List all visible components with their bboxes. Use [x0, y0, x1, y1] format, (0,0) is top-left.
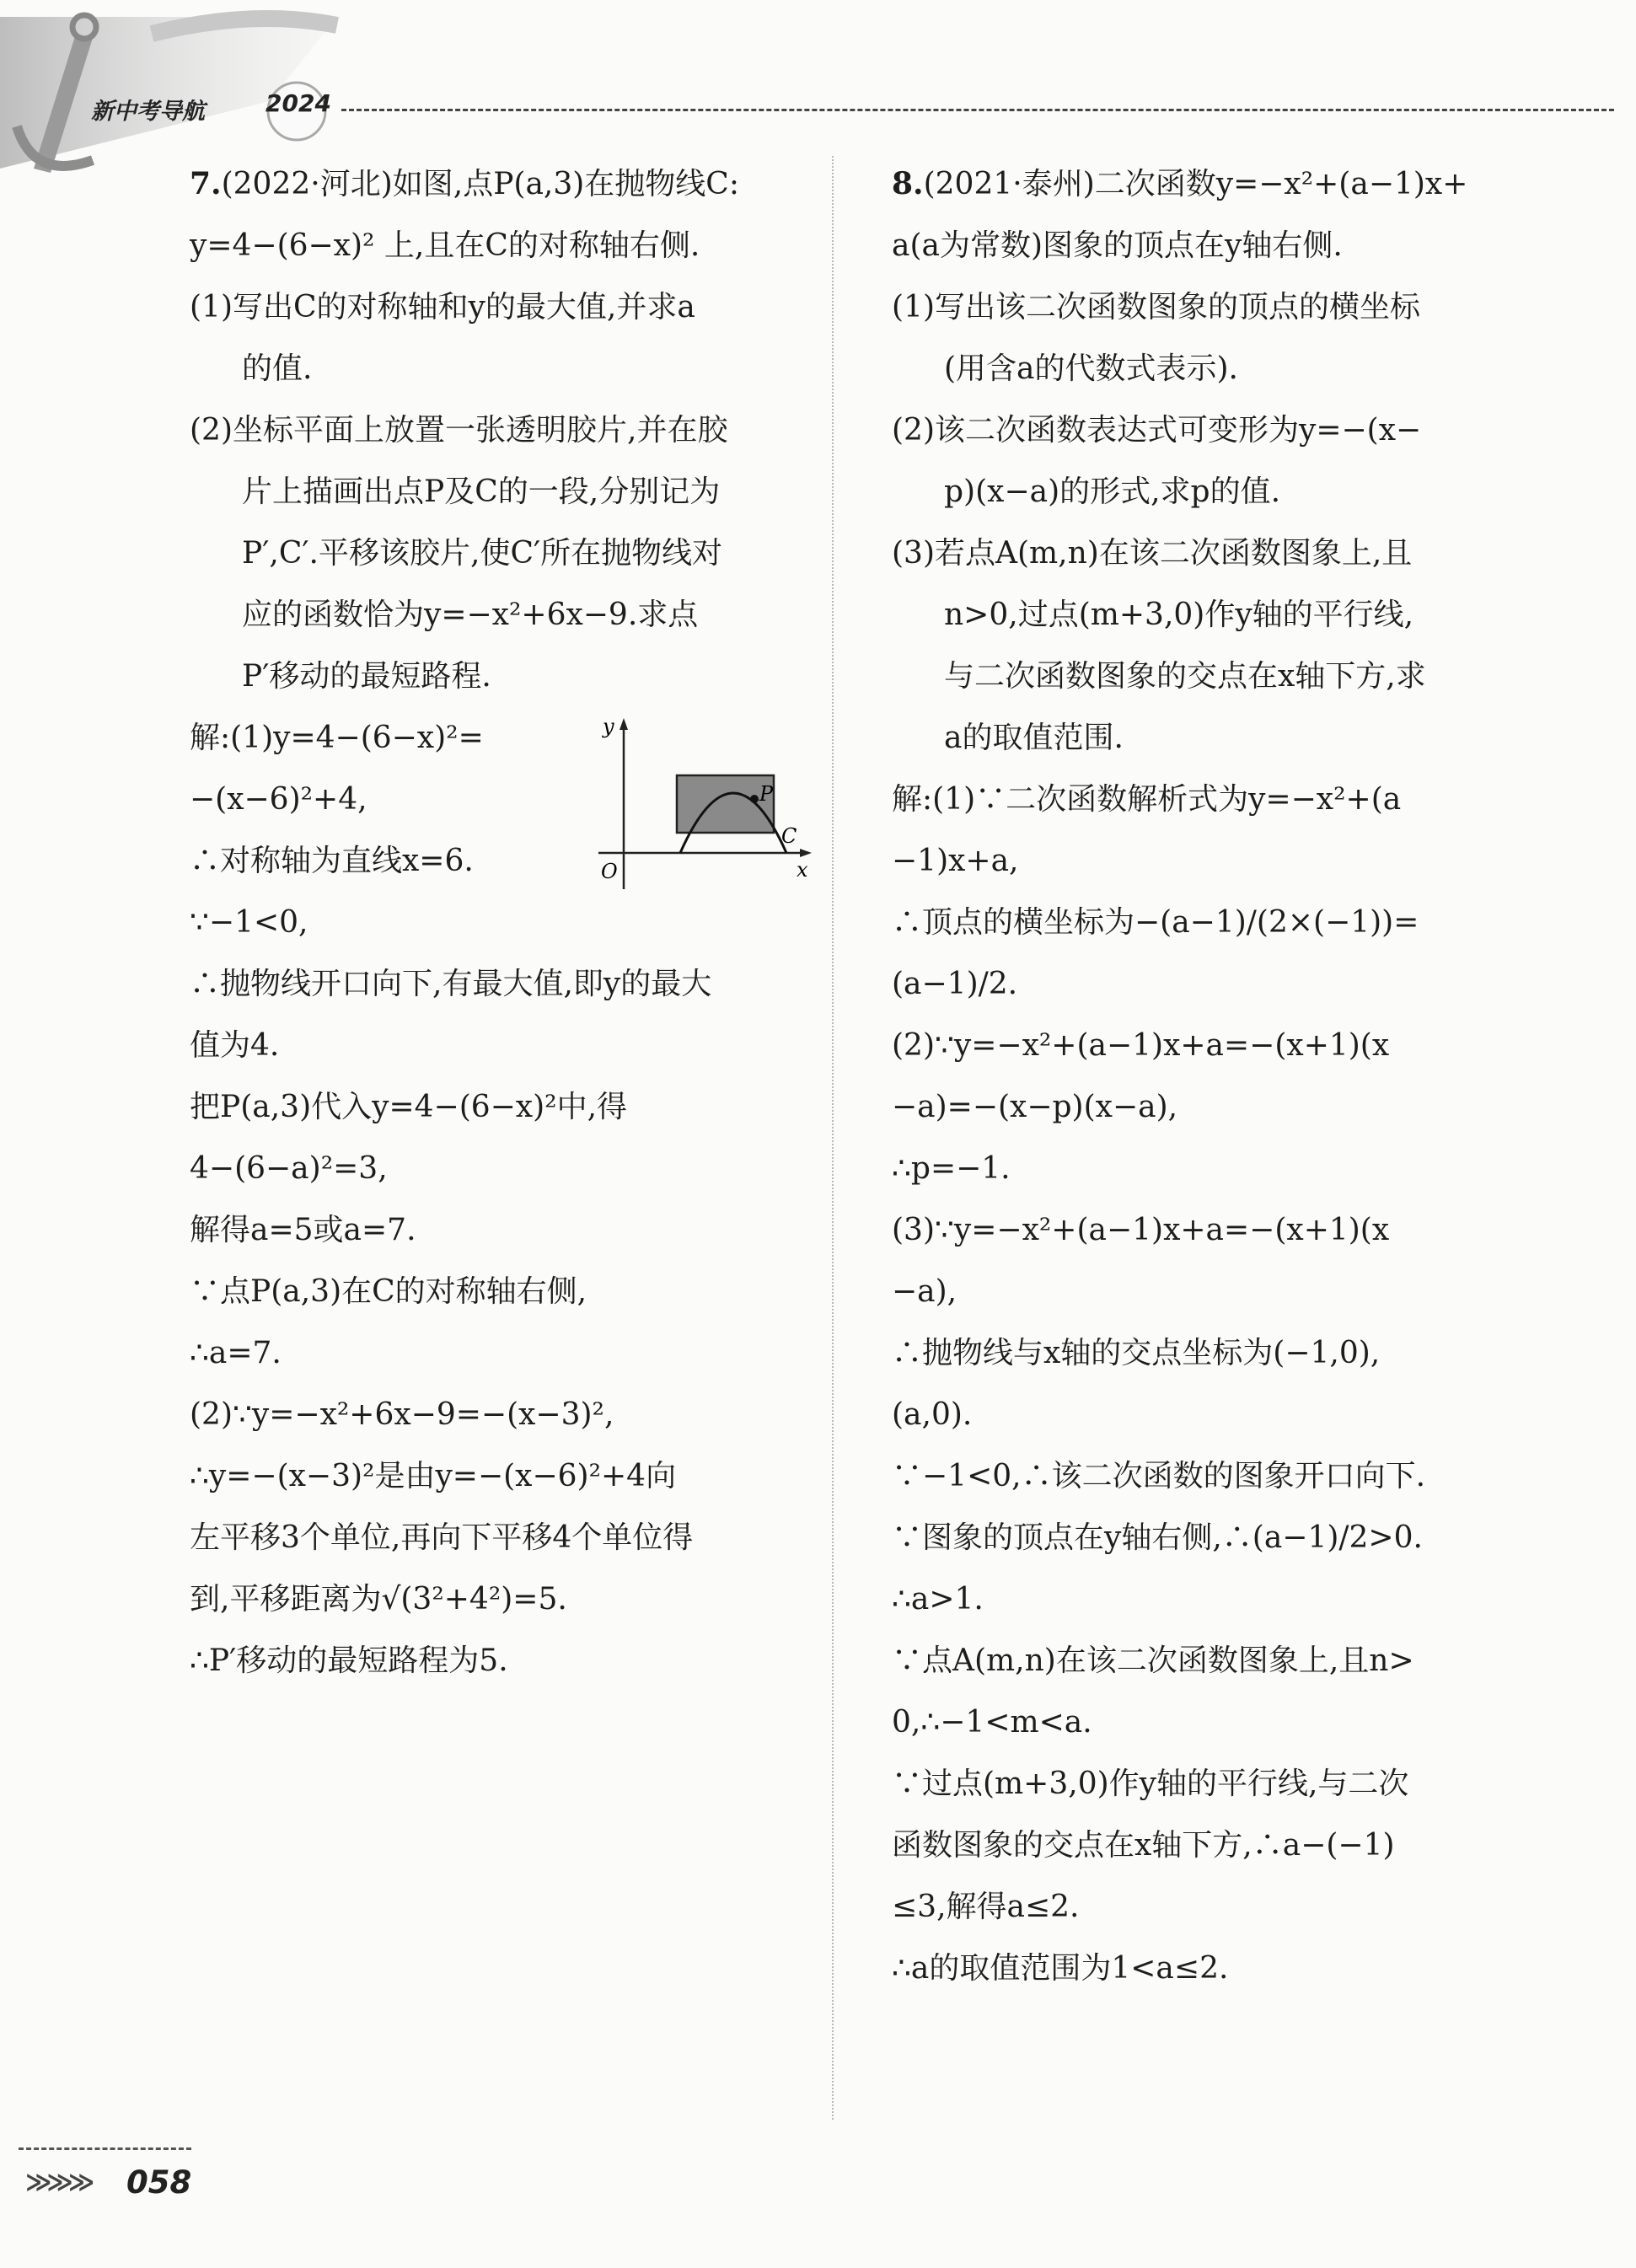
q7-number: 7. — [190, 166, 222, 201]
q8-solution-line: 0,∴−1<m<a. — [892, 1705, 1092, 1740]
q8-solution-line: (a,0). — [892, 1397, 973, 1432]
q7-solution-line: ∴a=7. — [190, 1336, 282, 1370]
q7-solution-line: 到,平移距离为√(3²+4²)=5. — [190, 1582, 567, 1617]
q8-line: p)(x−a)的形式,求p的值. — [944, 475, 1281, 509]
q8-solution-line: ∵−1<0,∴该二次函数的图象开口向下. — [892, 1459, 1426, 1493]
q8-solution-line: −a), — [892, 1274, 957, 1309]
q8-line: (用含a的代数式表示). — [944, 351, 1238, 386]
q8-solution-line: ∴顶点的横坐标为−(a−1)/(2×(−1))=(a−1)/2. — [892, 905, 1419, 1001]
q7-solution-line: 解:(1)y=4−(6−x)²= — [190, 721, 484, 755]
q7-solution-line: ∴抛物线开口向下,有最大值,即y的最大 — [190, 967, 712, 1001]
q7-solution-line: 值为4. — [190, 1028, 280, 1063]
q7-line: (2)坐标平面上放置一张透明胶片,并在胶 — [190, 413, 728, 448]
footer-divider — [19, 2147, 191, 2150]
q7-figure — [586, 716, 813, 898]
point-p-label: P — [759, 782, 774, 806]
q8-solution-line: ≤3,解得a≤2. — [892, 1890, 1080, 1924]
q8-line: n>0,过点(m+3,0)作y轴的平行线, — [944, 598, 1414, 632]
q7-solution-line: 解得a=5或a=7. — [190, 1213, 416, 1247]
q8-solution-line: ∴p=−1. — [892, 1151, 1011, 1186]
q8-line: 与二次函数图象的交点在x轴下方,求 — [944, 659, 1426, 694]
series-year: 2024 — [266, 89, 331, 117]
question-8 — [892, 153, 1520, 1999]
q7-solution-line: (2)∵y=−x²+6x−9=−(x−3)², — [190, 1397, 614, 1432]
q7-solution-line: ∵−1<0, — [190, 905, 308, 940]
q8-solution-line: (3)∵y=−x²+(a−1)x+a=−(x+1)(x — [892, 1213, 1390, 1247]
header-divider — [341, 109, 1614, 111]
q7-solution-line: ∴P′移动的最短路程为5. — [190, 1643, 508, 1678]
y-label: y — [603, 716, 614, 738]
q8-line: a的取值范围. — [944, 721, 1124, 755]
q7-line: (1)写出C的对称轴和y的最大值,并求a — [190, 290, 695, 324]
q8-solution-line: −1)x+a, — [892, 844, 1019, 878]
footer-arrows-icon: ≫≫≫ — [25, 2168, 90, 2197]
x-label: x — [797, 858, 808, 882]
q7-solution-line: 把P(a,3)代入y=4−(6−x)²中,得 — [190, 1090, 628, 1124]
q8-solution-line: 解:(1)∵二次函数解析式为y=−x²+(a — [892, 782, 1402, 817]
q8-line: (2)该二次函数表达式可变形为y=−(x− — [892, 413, 1422, 448]
q8-solution-line: ∴a>1. — [892, 1582, 984, 1617]
curve-c-label: C — [781, 824, 797, 848]
q7-solution-line: 4−(6−a)²=3, — [190, 1151, 388, 1186]
q7-line: 7.(2022·河北)如图,点P(a,3)在抛物线C: — [190, 166, 739, 201]
page-number: 058 — [126, 2164, 192, 2201]
q8-solution-line: ∴a的取值范围为1<a≤2. — [892, 1951, 1229, 1986]
point-p — [750, 795, 759, 803]
q7-solution-line: 左平移3个单位,再向下平移4个单位得 — [190, 1520, 694, 1555]
q8-number: 8. — [892, 166, 924, 201]
q8-line: a(a为常数)图象的顶点在y轴右侧. — [892, 228, 1343, 263]
origin-label: O — [601, 860, 618, 883]
q7-line: P′移动的最短路程. — [242, 659, 491, 694]
q7-solution-line: ∴y=−(x−3)²是由y=−(x−6)²+4向 — [190, 1459, 677, 1493]
q7-line: 的值. — [242, 351, 313, 386]
q8-solution-line: −a)=−(x−p)(x−a), — [892, 1090, 1178, 1124]
q7-line: 片上描画出点P及C的一段,分别记为 — [242, 475, 721, 509]
q8-solution-line: 函数图象的交点在x轴下方,∴a−(−1) — [892, 1828, 1395, 1863]
q8-solution-line: ∵点A(m,n)在该二次函数图象上,且n> — [892, 1643, 1414, 1678]
q8-solution-line: ∵图象的顶点在y轴右侧,∴(a−1)/2>0. — [892, 1520, 1423, 1555]
question-7 — [190, 153, 813, 1692]
q8-line: 8.(2021·泰州)二次函数y=−x²+(a−1)x+ — [892, 166, 1468, 201]
q7-solution-line: −(x−6)²+4, — [190, 782, 367, 817]
q8-line: (1)写出该二次函数图象的顶点的横坐标 — [892, 290, 1420, 324]
q8-solution-line: ∵过点(m+3,0)作y轴的平行线,与二次 — [892, 1767, 1409, 1801]
q7-line: y=4−(6−x)² 上,且在C的对称轴右侧. — [190, 228, 700, 263]
series-title: 新中考导航 — [91, 99, 205, 125]
q7-solution-line: ∵点P(a,3)在C的对称轴右侧, — [190, 1274, 587, 1309]
column-divider — [832, 156, 834, 2120]
q7-line: P′,C′.平移该胶片,使C′所在抛物线对 — [242, 536, 723, 571]
q7-line: 应的函数恰为y=−x²+6x−9.求点 — [242, 598, 699, 632]
q8-line: (3)若点A(m,n)在该二次函数图象上,且 — [892, 536, 1413, 571]
q8-solution-line: ∴抛物线与x轴的交点坐标为(−1,0), — [892, 1336, 1381, 1370]
q7-solution-line: ∴对称轴为直线x=6. — [190, 844, 474, 878]
q8-solution-line: (2)∵y=−x²+(a−1)x+a=−(x+1)(x — [892, 1028, 1390, 1063]
